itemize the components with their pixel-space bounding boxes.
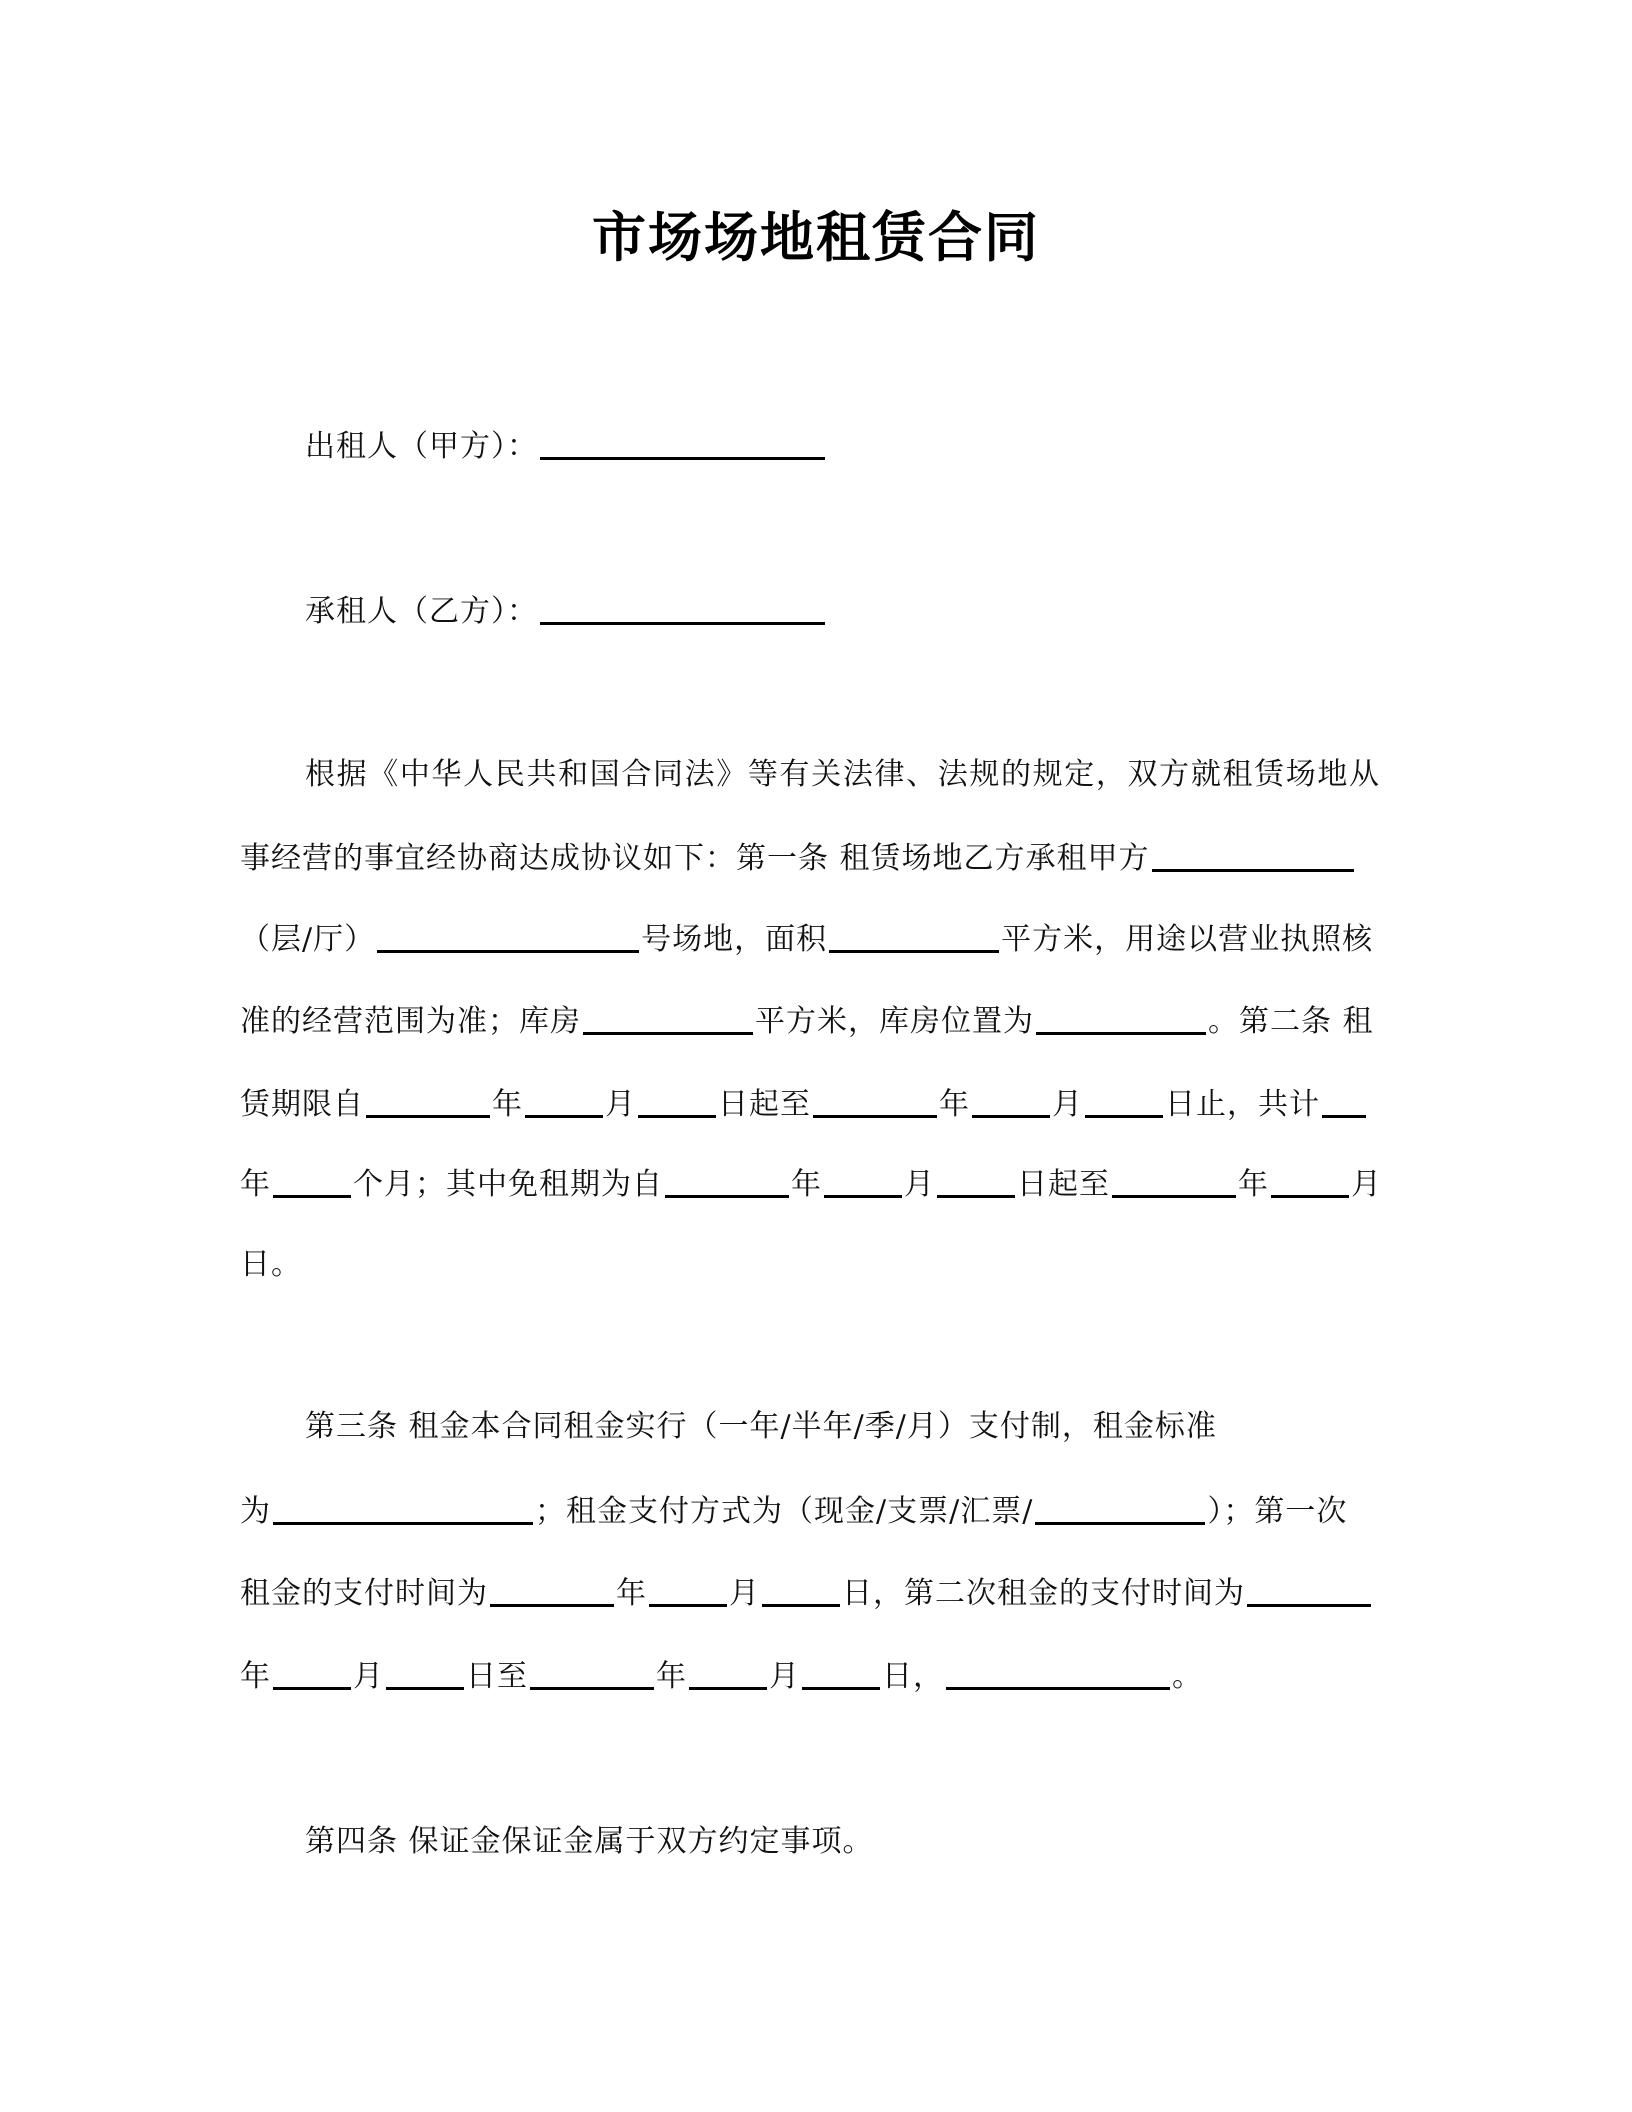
term-end-month-blank[interactable] — [972, 1085, 1050, 1118]
article3-text: 第三条 租金本合同租金实行（一年/半年/季/月）支付制，租金标准 — [305, 1409, 1217, 1444]
term-start-year-blank[interactable] — [366, 1085, 490, 1118]
day-label: 日， — [882, 1659, 944, 1694]
free-end-day-label: 日。 — [240, 1247, 302, 1282]
second-payment-label: 日，第二次租金的支付时间为 — [842, 1576, 1245, 1611]
year-label: 年 — [616, 1576, 647, 1611]
venue-area-label: 号场地，面积 — [641, 922, 828, 957]
month-label: 月 — [1052, 1087, 1083, 1122]
year-label: 年 — [492, 1087, 523, 1122]
term-end-year-blank[interactable] — [813, 1085, 937, 1118]
first-payment-month-blank[interactable] — [649, 1574, 727, 1607]
para3-line-1 — [305, 1405, 1380, 1449]
para3-line-2 — [240, 1488, 1380, 1532]
para1-text: 根据《中华人民共和国合同法》等有关法律、法规的规定，双方就租赁场地从 — [305, 757, 1380, 792]
month-label: 月 — [353, 1659, 384, 1694]
month-label: 月 — [605, 1087, 636, 1122]
term-label: 赁期限自 — [240, 1087, 364, 1122]
month-label: 月 — [904, 1167, 935, 1202]
para3-line-4 — [240, 1653, 1380, 1697]
second-payment-year-blank[interactable] — [1247, 1574, 1371, 1607]
party-b-line — [305, 588, 1380, 632]
article1-text: 事经营的事宜经协商达成协议如下：第一条 租赁场地乙方承租甲方 — [240, 841, 1150, 876]
para4-line-1 — [305, 1820, 1380, 1864]
first-payment-time-label: 租金的支付时间为 — [240, 1576, 488, 1611]
second-payment-to-label: 日至 — [466, 1659, 528, 1694]
year-label: 年 — [240, 1167, 271, 1202]
area-blank[interactable] — [829, 920, 999, 953]
floor-hall-label: （层/厅） — [240, 922, 376, 957]
payment-method-blank[interactable] — [1035, 1492, 1205, 1525]
first-payment-year-blank[interactable] — [490, 1574, 614, 1607]
para3-line-3 — [240, 1570, 1380, 1614]
month-label: 月 — [729, 1576, 760, 1611]
rent-standard-blank[interactable] — [273, 1492, 533, 1525]
payment-note-blank[interactable] — [946, 1657, 1170, 1690]
free-start-year-blank[interactable] — [665, 1165, 789, 1198]
period-mark: 。 — [1172, 1659, 1203, 1694]
warehouse-location-label: 平方米，库房位置为 — [755, 1004, 1034, 1039]
year-label: 年 — [791, 1167, 822, 1202]
venue-number-blank[interactable] — [377, 920, 639, 953]
article4-text: 第四条 保证金保证金属于双方约定事项。 — [305, 1824, 874, 1859]
month-label: 月 — [769, 1659, 800, 1694]
rent-standard-label: 为 — [240, 1494, 271, 1529]
term-total-label: 日止，共计 — [1165, 1087, 1320, 1122]
second-payment-end-day-blank[interactable] — [802, 1657, 880, 1690]
term-total-months-blank[interactable] — [273, 1165, 351, 1198]
para1-line-2 — [240, 835, 1380, 879]
year-label: 年 — [240, 1659, 271, 1694]
second-payment-end-year-blank[interactable] — [530, 1657, 654, 1690]
free-end-month-blank[interactable] — [1271, 1165, 1349, 1198]
floor-hall-blank[interactable] — [1152, 839, 1354, 872]
party-a-blank[interactable] — [540, 427, 825, 460]
first-payment-label: ）；第一次 — [1207, 1494, 1348, 1529]
second-payment-month-blank[interactable] — [273, 1657, 351, 1690]
party-a-line — [305, 423, 1380, 467]
party-b-label: 承租人（乙方）： — [305, 594, 538, 629]
rent-free-label: 个月；其中免租期为自 — [353, 1167, 663, 1202]
year-label: 年 — [939, 1087, 970, 1122]
term-start-month-blank[interactable] — [525, 1085, 603, 1118]
year-label: 年 — [1238, 1167, 1269, 1202]
free-start-month-blank[interactable] — [824, 1165, 902, 1198]
para1-line-7 — [240, 1243, 1380, 1287]
free-end-year-blank[interactable] — [1112, 1165, 1236, 1198]
second-payment-end-month-blank[interactable] — [689, 1657, 767, 1690]
article2-heading: 。第二条 租 — [1208, 1004, 1374, 1039]
free-start-day-blank[interactable] — [937, 1165, 1015, 1198]
para1-line-1 — [305, 753, 1380, 797]
party-a-label: 出租人（甲方）： — [305, 429, 538, 464]
usage-text: 平方米，用途以营业执照核 — [1001, 922, 1374, 957]
month-label: 月 — [1351, 1167, 1382, 1202]
document-title: 市场场地租赁合同 — [592, 206, 1040, 269]
term-to-label: 日起至 — [718, 1087, 811, 1122]
warehouse-label: 准的经营范围为准；库房 — [240, 1004, 581, 1039]
year-label: 年 — [656, 1659, 687, 1694]
warehouse-location-blank[interactable] — [1036, 1002, 1206, 1035]
para1-line-3 — [240, 916, 1380, 960]
warehouse-area-blank[interactable] — [583, 1002, 753, 1035]
para1-line-4 — [240, 998, 1380, 1042]
party-b-blank[interactable] — [540, 592, 825, 625]
free-to-label: 日起至 — [1017, 1167, 1110, 1202]
term-end-day-blank[interactable] — [1085, 1085, 1163, 1118]
term-total-years-blank[interactable] — [1322, 1085, 1366, 1118]
para1-line-5 — [240, 1081, 1380, 1125]
first-payment-day-blank[interactable] — [762, 1574, 840, 1607]
second-payment-day-blank[interactable] — [386, 1657, 464, 1690]
payment-method-label: ；租金支付方式为（现金/支票/汇票/ — [535, 1494, 1034, 1529]
para1-line-6 — [240, 1161, 1380, 1205]
term-start-day-blank[interactable] — [638, 1085, 716, 1118]
